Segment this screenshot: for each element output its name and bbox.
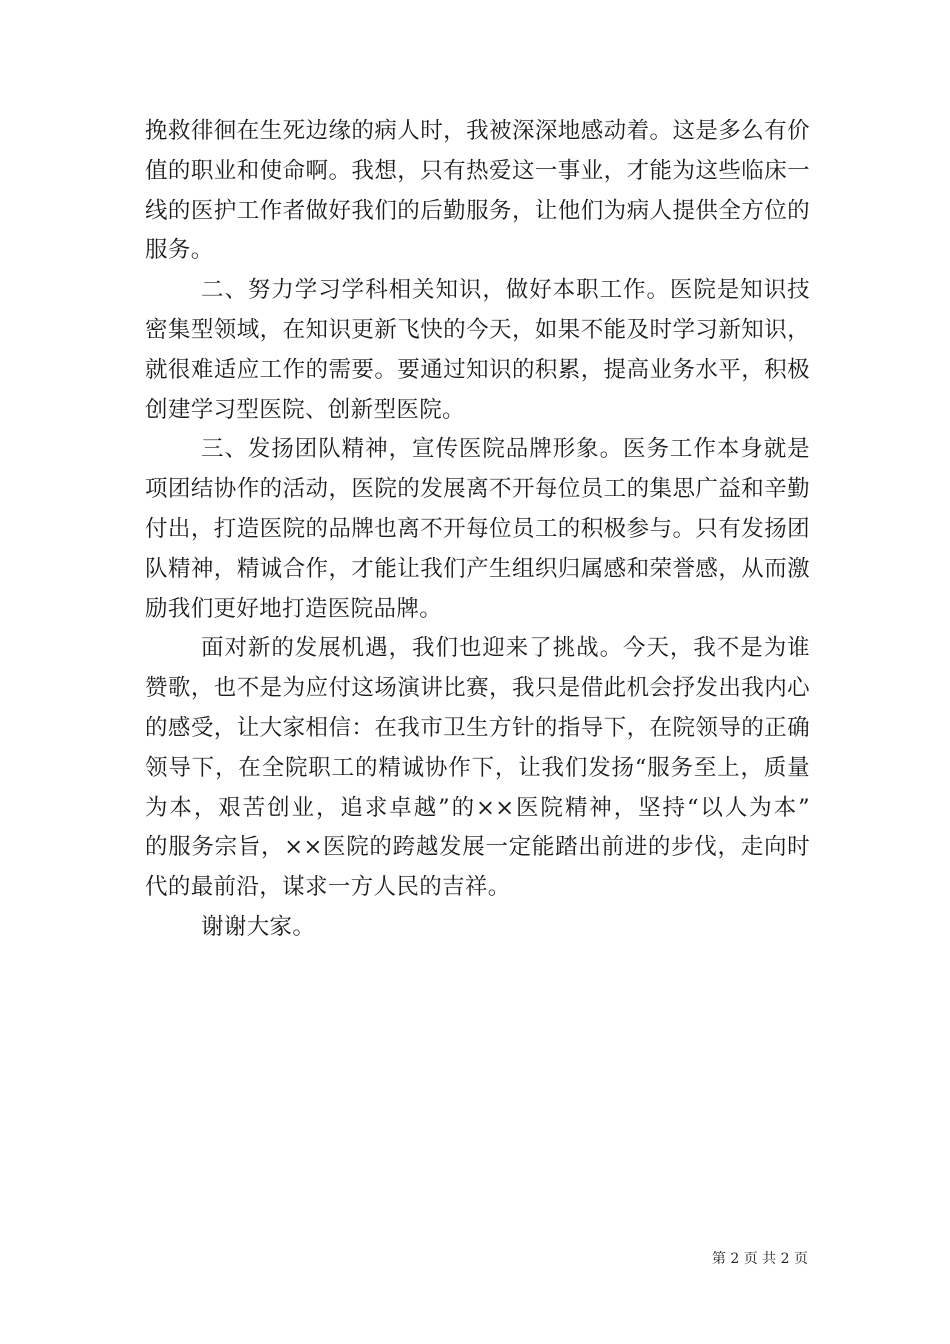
text-line: 领导下，在全院职工的精诚协作下，让我们发扬“服务至上，质量: [145, 754, 810, 781]
paragraph-start-line: 三、发扬团队精神，宣传医院品牌形象。医务工作本身就是: [201, 436, 810, 463]
text-line: 值的职业和使命啊。我想，只有热爱这一事业，才能为这些临床一: [145, 157, 810, 184]
text-line: 的服务宗旨，××医院的跨越发展一定能踏出前进的步伐，走向时: [145, 834, 810, 861]
text-line: 付出，打造医院的品牌也离不开每位员工的积极参与。只有发扬团: [145, 515, 810, 542]
text-line: 密集型领域，在知识更新飞快的今天，如果不能及时学习新知识，: [145, 316, 810, 343]
text-line: 为本，艰苦创业，追求卓越”的××医院精神，坚持“以人为本”: [145, 794, 810, 821]
text-line: 项团结协作的活动，医院的发展离不开每位员工的集思广益和辛勤: [145, 476, 810, 503]
text-line: 服务。: [145, 237, 214, 264]
paragraph-start-line: 面对新的发展机遇，我们也迎来了挑战。今天，我不是为谁: [201, 635, 810, 662]
text-line: 赞歌，也不是为应付这场演讲比赛，我只是借此机会抒发出我内心: [145, 675, 810, 702]
page-number-footer: 第 2 页 共 2 页: [711, 1251, 808, 1267]
text-line: 创建学习型医院、创新型医院。: [145, 396, 465, 423]
text-line: 线的医护工作者做好我们的后勤服务，让他们为病人提供全方位的: [145, 197, 810, 224]
text-line: 励我们更好地打造医院品牌。: [145, 595, 443, 622]
text-line: 代的最前沿，谋求一方人民的吉祥。: [145, 874, 511, 901]
document-body: [145, 112, 810, 948]
text-line: 就很难适应工作的需要。要通过知识的积累，提高业务水平，积极: [145, 356, 810, 383]
text-line: 挽救徘徊在生死边缘的病人时，我被深深地感动着。这是多么有价: [145, 118, 810, 144]
paragraph-start-line: 二、努力学习学科相关知识，做好本职工作。医院是知识技: [201, 277, 810, 304]
closing-line: 谢谢大家。: [201, 913, 316, 940]
text-line: 的感受，让大家相信：在我市卫生方针的指导下，在院领导的正确: [145, 714, 810, 741]
text-line: 队精神，精诚合作，才能让我们产生组织归属感和荣誉感，从而激: [145, 555, 810, 582]
